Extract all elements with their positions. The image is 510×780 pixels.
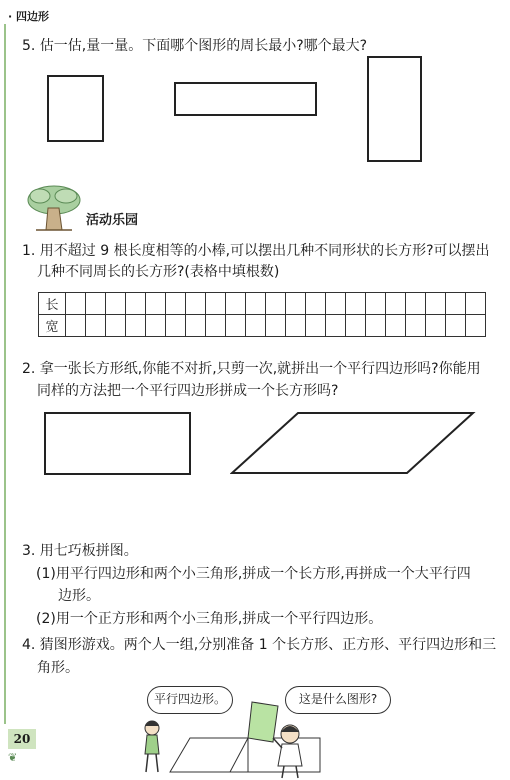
table-cell[interactable] <box>306 293 326 315</box>
table-cell[interactable] <box>246 293 266 315</box>
table-row-length <box>39 293 486 315</box>
tree-icon <box>26 184 82 234</box>
table-cell[interactable] <box>286 293 306 315</box>
table-cell[interactable] <box>366 315 386 337</box>
game-illustration <box>130 700 420 780</box>
table-cell[interactable] <box>146 315 166 337</box>
table-cell[interactable] <box>126 315 146 337</box>
question-3-item2: (2)用一个正方形和两个小三角形,拼成一个平行四边形。 <box>36 611 383 627</box>
sticks-table <box>38 292 486 337</box>
table-cell[interactable] <box>286 315 306 337</box>
table-cell[interactable] <box>146 293 166 315</box>
question-1-line2: 几种不同周长的长方形?(表格中填根数) <box>37 264 280 280</box>
table-cell[interactable] <box>226 315 246 337</box>
table-cell[interactable] <box>206 293 226 315</box>
activity-title: 活动乐园 <box>86 213 139 228</box>
table-cell[interactable] <box>206 315 226 337</box>
table-cell[interactable] <box>346 293 366 315</box>
table-cell[interactable] <box>66 293 86 315</box>
question-1-line1: 1. 用不超过 9 根长度相等的小棒,可以摆出几种不同形状的长方形?可以摆出 <box>22 243 490 259</box>
question-5: 5. 估一估,量一量。下面哪个图形的周长最小?哪个最大? <box>22 38 368 54</box>
table-cell[interactable] <box>346 315 366 337</box>
section-title: 四边形 <box>16 10 50 23</box>
table-cell[interactable] <box>86 315 106 337</box>
table-cell[interactable] <box>406 315 426 337</box>
table-cell[interactable] <box>246 315 266 337</box>
table-cell[interactable] <box>446 293 466 315</box>
page-number: 20 <box>8 729 36 749</box>
leaf-icon: ❦ <box>8 751 18 764</box>
table-cell[interactable] <box>166 315 186 337</box>
table-cell[interactable] <box>106 293 126 315</box>
table-cell[interactable] <box>366 293 386 315</box>
table-cell[interactable] <box>266 293 286 315</box>
section-header <box>8 8 49 24</box>
square-shape <box>47 75 104 142</box>
table-cell[interactable] <box>126 293 146 315</box>
question-4-line2: 角形。 <box>37 660 79 676</box>
question-3-title: 3. 用七巧板拼图。 <box>22 543 138 559</box>
tall-rectangle-shape <box>367 56 422 162</box>
table-row-width <box>39 315 486 337</box>
row-label-length: 长 <box>39 293 66 315</box>
table-cell[interactable] <box>86 293 106 315</box>
question-3-item1-line2: 边形。 <box>58 588 100 604</box>
table-cell[interactable] <box>446 315 466 337</box>
table-cell[interactable] <box>226 293 246 315</box>
bullet-icon: · <box>8 10 17 23</box>
question-4-line1: 4. 猜图形游戏。两个人一组,分别准备 1 个长方形、正方形、平行四边形和三 <box>22 637 497 653</box>
table-cell[interactable] <box>406 293 426 315</box>
question-3-item1-line1: (1)用平行四边形和两个小三角形,拼成一个长方形,再拼成一个大平行四 <box>36 566 471 582</box>
table-cell[interactable] <box>186 315 206 337</box>
table-cell[interactable] <box>386 315 406 337</box>
table-cell[interactable] <box>186 293 206 315</box>
table-cell[interactable] <box>326 293 346 315</box>
table-cell[interactable] <box>266 315 286 337</box>
table-cell[interactable] <box>106 315 126 337</box>
long-rectangle-shape <box>174 82 317 116</box>
margin-line <box>4 24 6 724</box>
row-label-width: 宽 <box>39 315 66 337</box>
table-cell[interactable] <box>466 293 486 315</box>
table-cell[interactable] <box>306 315 326 337</box>
speech-bubble-left: 平行四边形。 <box>147 686 233 714</box>
table-cell[interactable] <box>386 293 406 315</box>
speech-bubble-right: 这是什么图形? <box>285 686 391 714</box>
table-cell[interactable] <box>466 315 486 337</box>
table-cell[interactable] <box>426 293 446 315</box>
girl-figure <box>145 721 159 772</box>
table-cell[interactable] <box>66 315 86 337</box>
table-cell[interactable] <box>326 315 346 337</box>
parallelogram-shape <box>230 410 480 476</box>
question-2-line1: 2. 拿一张长方形纸,你能不对折,只剪一次,就拼出一个平行四边形吗?你能用 <box>22 361 481 377</box>
question-2-line2: 同样的方法把一个平行四边形拼成一个长方形吗? <box>37 383 339 399</box>
table-cell[interactable] <box>166 293 186 315</box>
table-cell[interactable] <box>426 315 446 337</box>
rectangle-paper-shape <box>44 412 191 475</box>
